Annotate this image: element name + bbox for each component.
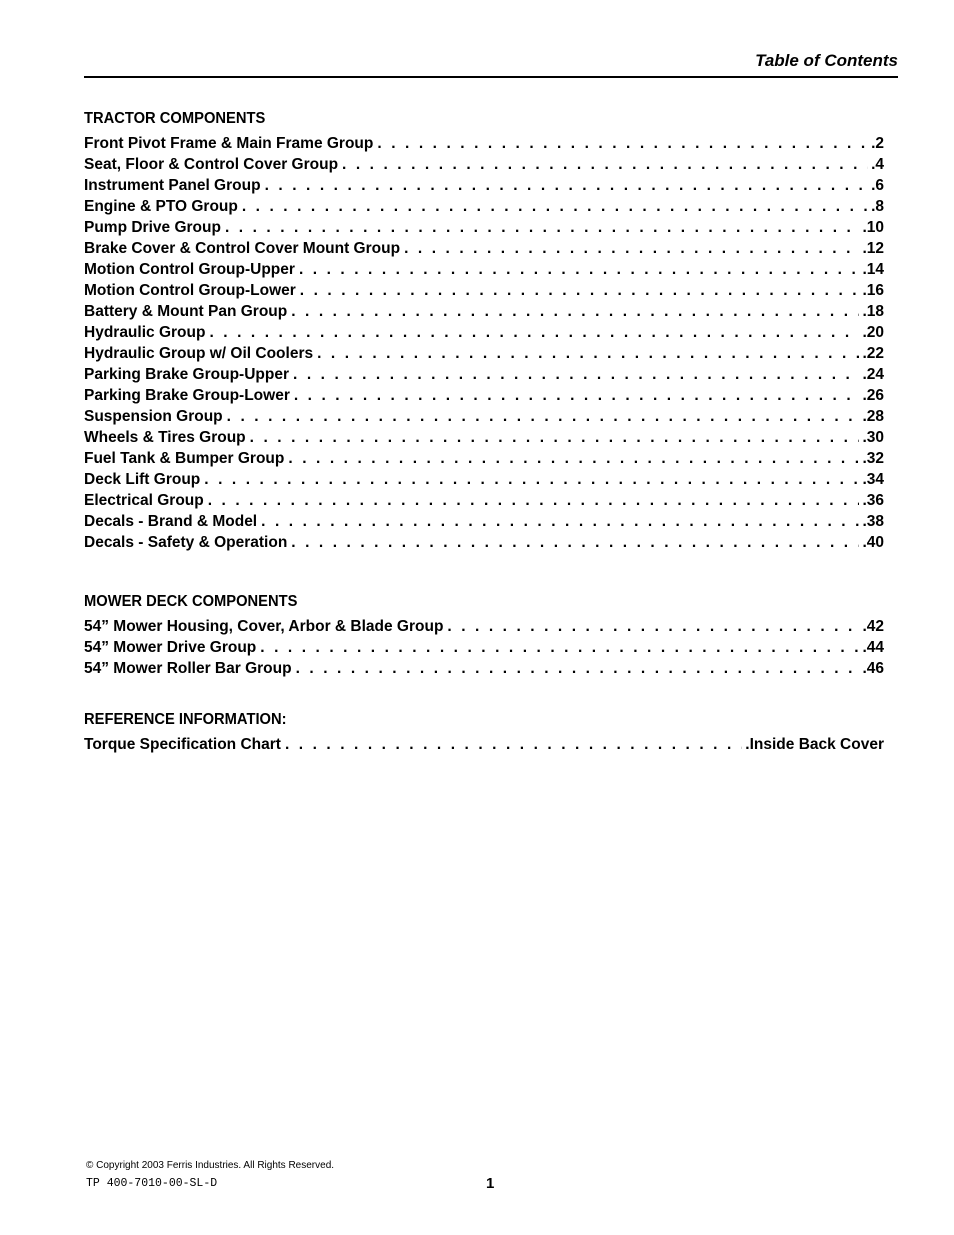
toc-entry-title: 54” Mower Roller Bar Group bbox=[84, 660, 292, 677]
toc-entry-page: .8 bbox=[871, 198, 884, 215]
dot-leader bbox=[288, 448, 859, 469]
toc-list bbox=[84, 616, 884, 679]
toc-section-tractor bbox=[84, 108, 884, 553]
section-title: REFERENCE INFORMATION: bbox=[84, 711, 287, 728]
toc-entry-title: Fuel Tank & Bumper Group bbox=[84, 450, 285, 467]
toc-entry-page: .30 bbox=[862, 429, 884, 446]
toc-entry-page: .4 bbox=[871, 156, 884, 173]
toc-entry[interactable] bbox=[84, 637, 884, 658]
dot-leader bbox=[204, 469, 859, 490]
toc-entry[interactable] bbox=[84, 217, 884, 238]
dot-leader bbox=[242, 196, 868, 217]
toc-entry-title: Deck Lift Group bbox=[84, 471, 201, 488]
header-title: Table of Contents bbox=[755, 51, 898, 70]
toc-entry-title: Seat, Floor & Control Cover Group bbox=[84, 156, 339, 173]
dot-leader bbox=[260, 637, 859, 658]
toc-entry-title: Parking Brake Group-Lower bbox=[84, 387, 290, 404]
dot-leader bbox=[208, 490, 860, 511]
toc-entry-page: .32 bbox=[862, 450, 884, 467]
dot-leader bbox=[291, 532, 859, 553]
footer-document-code: TP 400-7010-00-SL-D bbox=[86, 1177, 218, 1190]
dot-leader bbox=[209, 322, 859, 343]
dot-leader bbox=[342, 154, 868, 175]
section-title: TRACTOR COMPONENTS bbox=[84, 110, 266, 127]
toc-entry-title: Decals - Safety & Operation bbox=[84, 534, 288, 551]
toc-entry[interactable] bbox=[84, 658, 884, 679]
toc-entry-page: .42 bbox=[862, 618, 884, 635]
toc-entry[interactable] bbox=[84, 133, 884, 154]
dot-leader bbox=[225, 217, 860, 238]
toc-entry-page: .2 bbox=[871, 135, 884, 152]
toc-entry[interactable] bbox=[84, 616, 884, 637]
dot-leader bbox=[250, 427, 860, 448]
toc-entry-title: Wheels & Tires Group bbox=[84, 429, 246, 446]
dot-leader bbox=[300, 280, 860, 301]
dot-leader bbox=[227, 406, 860, 427]
toc-entry-title: Hydraulic Group bbox=[84, 324, 206, 341]
toc-entry-title: Torque Specification Chart bbox=[84, 736, 281, 753]
toc-entry[interactable] bbox=[84, 259, 884, 280]
toc-entry[interactable] bbox=[84, 385, 884, 406]
toc-entry[interactable] bbox=[84, 469, 884, 490]
toc-entry-title: Pump Drive Group bbox=[84, 219, 221, 236]
dot-leader bbox=[291, 301, 859, 322]
toc-entry-page: .Inside Back Cover bbox=[745, 736, 884, 753]
toc-entry-title: 54” Mower Housing, Cover, Arbor & Blade Group bbox=[84, 618, 444, 635]
toc-entry[interactable] bbox=[84, 322, 884, 343]
toc-entry-page: .28 bbox=[862, 408, 884, 425]
toc-entry[interactable] bbox=[84, 406, 884, 427]
toc-entry-title: Decals - Brand & Model bbox=[84, 513, 258, 530]
dot-leader bbox=[261, 511, 859, 532]
toc-entry-page: .38 bbox=[862, 513, 884, 530]
toc-entry[interactable] bbox=[84, 238, 884, 259]
toc-entry-title: Instrument Panel Group bbox=[84, 177, 261, 194]
toc-entry[interactable] bbox=[84, 490, 884, 511]
toc-entry[interactable] bbox=[84, 448, 884, 469]
dot-leader bbox=[447, 616, 859, 637]
toc-entry-page: .10 bbox=[862, 219, 884, 236]
toc-entry-page: .46 bbox=[862, 660, 884, 677]
toc-entry-page: .34 bbox=[862, 471, 884, 488]
toc-entry-title: Front Pivot Frame & Main Frame Group bbox=[84, 135, 374, 152]
dot-leader bbox=[299, 259, 860, 280]
toc-entry-title: Motion Control Group-Lower bbox=[84, 282, 296, 299]
toc-list bbox=[84, 133, 884, 553]
toc-section-reference bbox=[84, 709, 884, 755]
toc-entry[interactable] bbox=[84, 364, 884, 385]
toc-section-mower-deck bbox=[84, 591, 884, 679]
section-title: MOWER DECK COMPONENTS bbox=[84, 593, 298, 610]
toc-entry-page: .18 bbox=[862, 303, 884, 320]
toc-entry-page: .40 bbox=[862, 534, 884, 551]
toc-entry[interactable] bbox=[84, 427, 884, 448]
toc-entry-page: .12 bbox=[862, 240, 884, 257]
toc-entry[interactable] bbox=[84, 196, 884, 217]
dot-leader bbox=[296, 658, 860, 679]
toc-entry-page: .16 bbox=[862, 282, 884, 299]
toc-entry-title: Suspension Group bbox=[84, 408, 223, 425]
footer-copyright: © Copyright 2003 Ferris Industries. All Rights Reserved. bbox=[86, 1160, 335, 1171]
dot-leader bbox=[404, 238, 859, 259]
toc-entry-title: Engine & PTO Group bbox=[84, 198, 238, 215]
toc-entry-page: .14 bbox=[862, 261, 884, 278]
toc-entry-page: .22 bbox=[862, 345, 884, 362]
dot-leader bbox=[265, 175, 869, 196]
dot-leader bbox=[377, 133, 868, 154]
toc-entry[interactable] bbox=[84, 511, 884, 532]
toc-entry-title: Parking Brake Group-Upper bbox=[84, 366, 289, 383]
toc-entry-page: .44 bbox=[862, 639, 884, 656]
footer-page-number: 1 bbox=[486, 1175, 495, 1192]
dot-leader bbox=[293, 364, 859, 385]
toc-entry[interactable] bbox=[84, 734, 884, 755]
toc-entry-page: .6 bbox=[871, 177, 884, 194]
toc-entry[interactable] bbox=[84, 280, 884, 301]
toc-entry[interactable] bbox=[84, 175, 884, 196]
dot-leader bbox=[317, 343, 859, 364]
toc-entry-page: .20 bbox=[862, 324, 884, 341]
toc-entry-title: Battery & Mount Pan Group bbox=[84, 303, 288, 320]
toc-entry-title: Electrical Group bbox=[84, 492, 204, 509]
header-divider bbox=[84, 76, 898, 78]
dot-leader bbox=[285, 734, 742, 755]
toc-entry[interactable] bbox=[84, 301, 884, 322]
toc-entry-title: 54” Mower Drive Group bbox=[84, 639, 257, 656]
toc-entry-title: Hydraulic Group w/ Oil Coolers bbox=[84, 345, 314, 362]
toc-list bbox=[84, 734, 884, 755]
toc-entry-title: Motion Control Group-Upper bbox=[84, 261, 295, 278]
toc-entry-page: .26 bbox=[862, 387, 884, 404]
toc-entry-title: Brake Cover & Control Cover Mount Group bbox=[84, 240, 401, 257]
toc-entry[interactable] bbox=[84, 154, 884, 175]
toc-entry[interactable] bbox=[84, 343, 884, 364]
toc-entry[interactable] bbox=[84, 532, 884, 553]
dot-leader bbox=[294, 385, 860, 406]
toc-entry-page: .36 bbox=[862, 492, 884, 509]
toc-entry-page: .24 bbox=[862, 366, 884, 383]
